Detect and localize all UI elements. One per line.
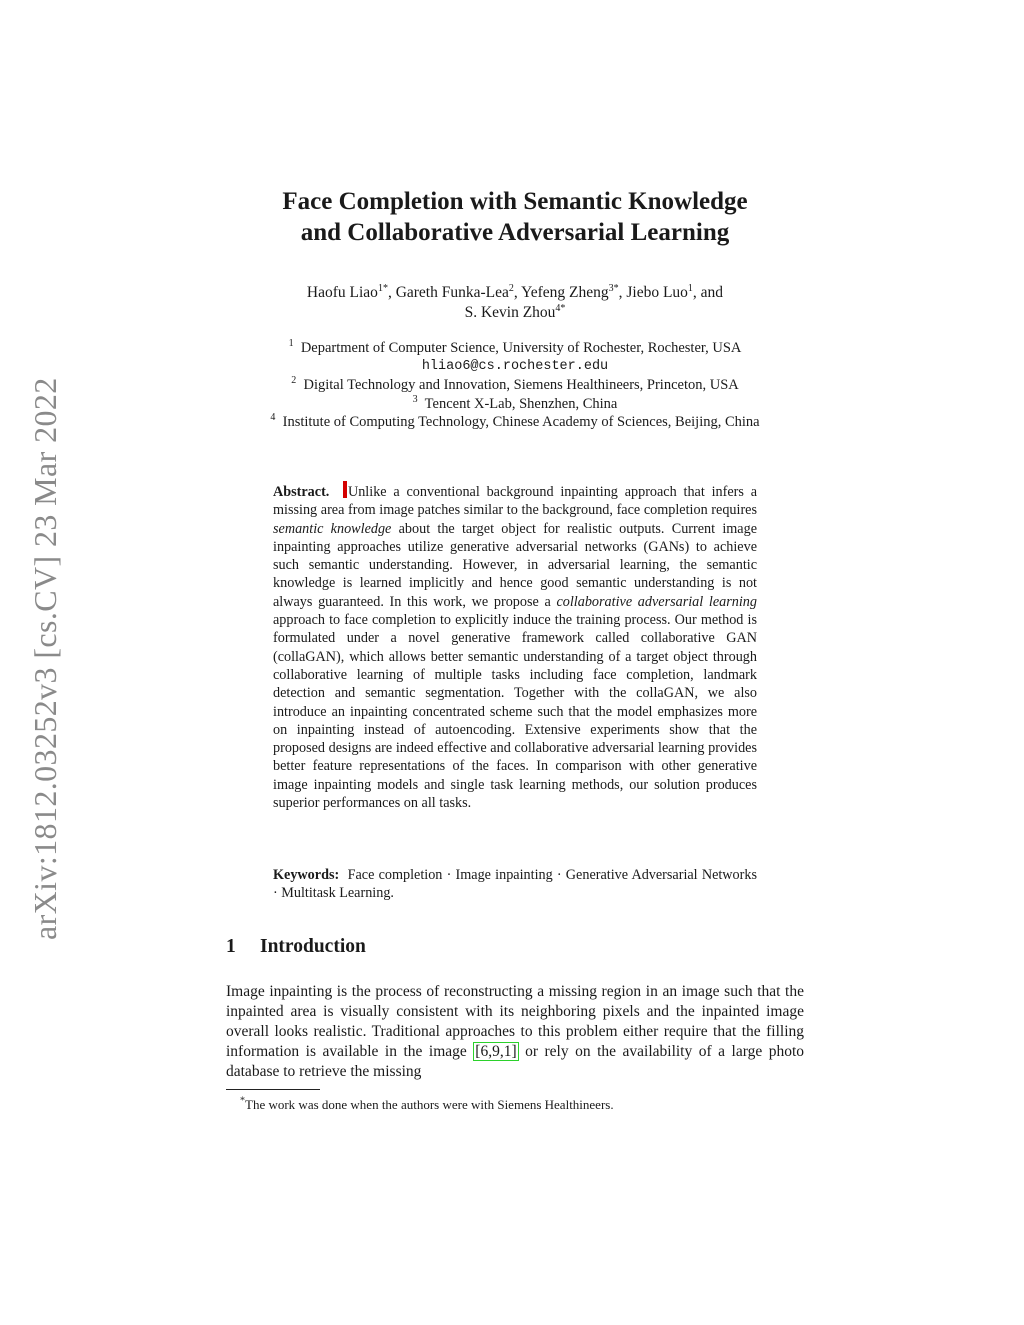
affiliations (200, 339, 830, 432)
paper-title (200, 186, 830, 248)
abstract-emphasis: collaborative adversarial learning (556, 593, 757, 610)
keywords-label: Keywords: (273, 867, 340, 883)
abstract-text: Unlike a conventional background inpainting approach that infers a missing area from image patches similar to the background, face completion requires (273, 484, 757, 519)
section-title: Introduction (260, 936, 366, 957)
title-line-1: Face Completion with Semantic Knowledge (282, 188, 748, 215)
author-and: , and (692, 284, 724, 301)
author-sup: 3* (608, 282, 619, 294)
title-line-2: and Collaborative Adversarial Learning (300, 219, 730, 246)
intro-text: Image inpainting is the process of reconstructing a missing region in an image such that the inpainted area is visually consistent with its neighboring pixels and the inpainted image overall looks realistic. Traditional approaches to this problem either require that the filling information is available in the image (226, 983, 804, 1060)
author-email[interactable]: hliao6@cs.rochester.edu (421, 358, 609, 374)
footnote (240, 1096, 614, 1113)
author-name: Haofu Liao (306, 284, 378, 301)
abstract-text: approach to face completion to explicitly induce the training process. Our method is formulated under a novel generative framework called collaborative GAN (collaGAN), which allows better semantic understanding of a target object through collaborative learning of multiple tasks including face completion, landmark detection and semantic segmentation. Together with the collaGAN, we also introduce an inpainting concentrated scheme such that the model emphasizes more on inpainting instead of autoencoding. Extensive experiments show that the proposed designs are indeed effective and collaborative adversarial learning provides better feature representations of the faces. In comparison with other generative image inpainting models and single task learning methods, our solution produces superior performances on all tasks. (273, 612, 757, 812)
abstract-text: about the target object for realistic outputs. Current image inpainting approaches utilize generative adversarial networks (GANs) to achieve such semantic understanding. However, in adversarial learning, the semantic knowledge is learned implicitly and hence good semantic understanding is not always guaranteed. In this work, we propose a (273, 520, 757, 610)
author-name: Jiebo Luo (626, 284, 688, 301)
citation-link[interactable]: [6,9,1] (475, 1043, 517, 1060)
keywords (273, 866, 757, 903)
affiliation-3: $^3$ Tencent X-Lab, Shenzhen, China (412, 393, 618, 412)
author-name: Yefeng Zheng (521, 284, 609, 301)
arxiv-identifier: arXiv:1812.03252v3 [cs.CV] 23 Mar 2022 (27, 377, 63, 940)
author-name: S. Kevin Zhou (464, 304, 556, 321)
section-number: 1 (226, 936, 236, 957)
author-name: Gareth Funka-Lea (395, 284, 509, 301)
footnote-rule (226, 1089, 320, 1090)
author-list: Haofu Liao$^{1*}$, Gareth Funka-Lea$^2$, Yefeng Zheng$^{3*}$, Jiebo Luo$^1$, and S. Kevin Zhou$^{4*}$ (306, 282, 724, 321)
abstract (273, 481, 757, 812)
affiliation-1: $^1$ Department of Computer Science, University of Rochester, Rochester, USA (288, 338, 742, 356)
author-sup: 1 (687, 282, 693, 294)
footnote-mark: * (240, 1095, 245, 1107)
keywords-text: Face completion · Image inpainting · Generative Adversarial Networks · Multitask Learning. (273, 867, 757, 902)
footnote-text: The work was done when the authors were with Siemens Healthineers. (245, 1097, 614, 1112)
author-sup: 1* (377, 282, 388, 294)
section-heading (226, 936, 366, 958)
intro-text: or rely on the availability of a large photo database to retrieve the missing (226, 1043, 805, 1080)
abstract-label: Abstract. (273, 484, 330, 500)
affiliation-2: $^2$ Digital Technology and Innovation, Siemens Healthineers, Princeton, USA (291, 375, 739, 393)
author-sup: 2 (508, 282, 514, 294)
intro-paragraph (226, 982, 804, 1082)
link-marker-icon[interactable] (343, 481, 347, 498)
abstract-emphasis: semantic knowledge (273, 520, 392, 537)
affiliation-4: $^4$ Institute of Computing Technology, Chinese Academy of Sciences, Beijing, China (270, 412, 760, 430)
author-sup: 4* (555, 302, 566, 314)
